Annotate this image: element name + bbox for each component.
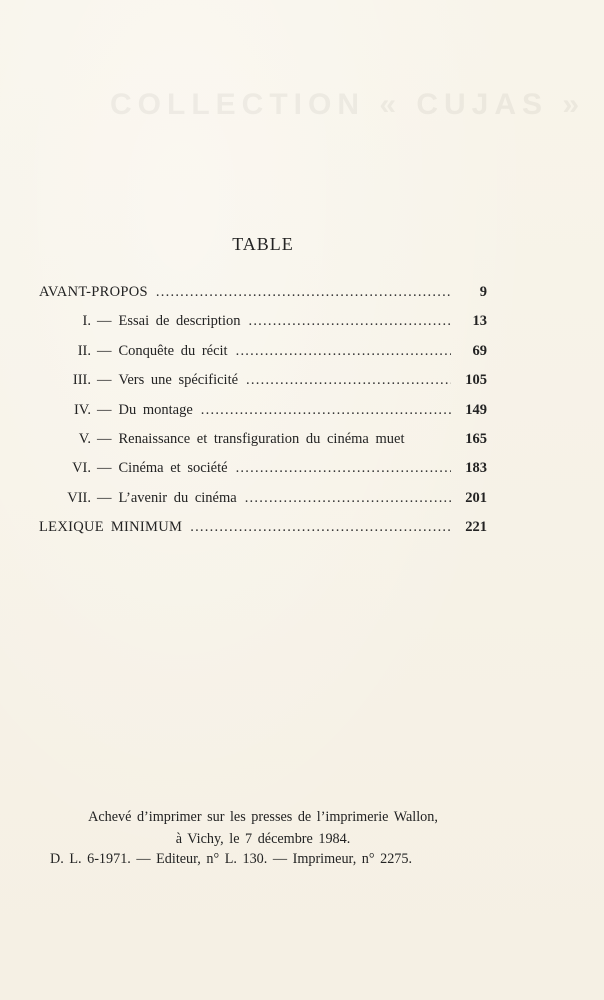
chapter-number: I. xyxy=(82,313,91,330)
chapter-number: II. xyxy=(77,342,91,359)
chapter-number: V. xyxy=(78,430,91,447)
toc-entry-page: 221 xyxy=(465,519,487,536)
print-date-line: à Vichy, le 7 décembre 1984. xyxy=(175,831,351,847)
em-dash: — xyxy=(97,489,112,506)
toc-entry-chapter-4 xyxy=(39,402,487,431)
toc-entry-page: 165 xyxy=(465,430,487,447)
dot-leader xyxy=(248,313,451,330)
chapter-number: IV. xyxy=(73,401,91,418)
em-dash: — xyxy=(97,460,112,477)
legal-deposit-line: D. L. 6-1971. — Editeur, n° L. 130. — Imprimeur, n° 2275. xyxy=(50,851,413,867)
colophon xyxy=(0,806,526,850)
toc-entry-page: 69 xyxy=(472,342,487,359)
dot-leader xyxy=(156,284,451,301)
toc-entry-chapter-5 xyxy=(39,431,487,460)
dot-leader xyxy=(245,490,451,507)
toc-entry-avant-propos xyxy=(39,284,487,313)
dot-leader xyxy=(236,343,451,360)
em-dash: — xyxy=(97,401,112,418)
toc-entry-page: 149 xyxy=(465,401,487,418)
toc-entry-page: 9 xyxy=(479,284,487,300)
toc-entry-label: AVANT-PROPOS xyxy=(39,284,148,300)
toc-entry-label: Cinéma et société xyxy=(118,460,228,477)
toc-entry-chapter-6 xyxy=(39,460,487,489)
bleed-through-text: COLLECTION « CUJAS » xyxy=(110,88,586,121)
page-title: TABLE xyxy=(232,234,294,254)
dot-leader xyxy=(190,519,451,536)
dot-leader xyxy=(236,460,451,477)
toc-entry-label: Vers une spécificité xyxy=(118,372,239,389)
toc-entry-page: 105 xyxy=(465,372,487,389)
toc-entry-label: L’avenir du cinéma xyxy=(118,489,237,506)
toc-entry-chapter-3 xyxy=(39,372,487,401)
chapter-number: VI. xyxy=(72,460,91,477)
toc-entry-page: 183 xyxy=(465,460,487,477)
em-dash: — xyxy=(97,372,112,389)
toc-entry-label: Essai de description xyxy=(118,313,241,330)
em-dash: — xyxy=(97,342,112,359)
em-dash: — xyxy=(97,430,112,447)
toc-entry-label: Du montage xyxy=(118,401,193,418)
toc-entry-label: LEXIQUE MINIMUM xyxy=(39,519,183,536)
toc-entry-label: Conquête du récit xyxy=(118,342,228,359)
toc-entry-lexique xyxy=(39,519,487,548)
table-of-contents xyxy=(39,284,487,549)
toc-entry-page: 13 xyxy=(472,313,487,330)
chapter-number: III. xyxy=(72,372,91,389)
em-dash: — xyxy=(97,313,112,330)
printer-line: Achevé d’imprimer sur les presses de l’imprimerie Wallon, xyxy=(88,809,438,825)
toc-entry-page: 201 xyxy=(465,489,487,506)
dot-leader xyxy=(246,372,451,389)
toc-entry-chapter-2 xyxy=(39,343,487,372)
toc-entry-label: Renaissance et transfiguration du cinéma muet xyxy=(118,430,405,447)
toc-entry-chapter-1 xyxy=(39,313,487,342)
chapter-number: VII. xyxy=(67,489,91,506)
toc-entry-chapter-7 xyxy=(39,490,487,519)
dot-leader xyxy=(201,402,451,419)
